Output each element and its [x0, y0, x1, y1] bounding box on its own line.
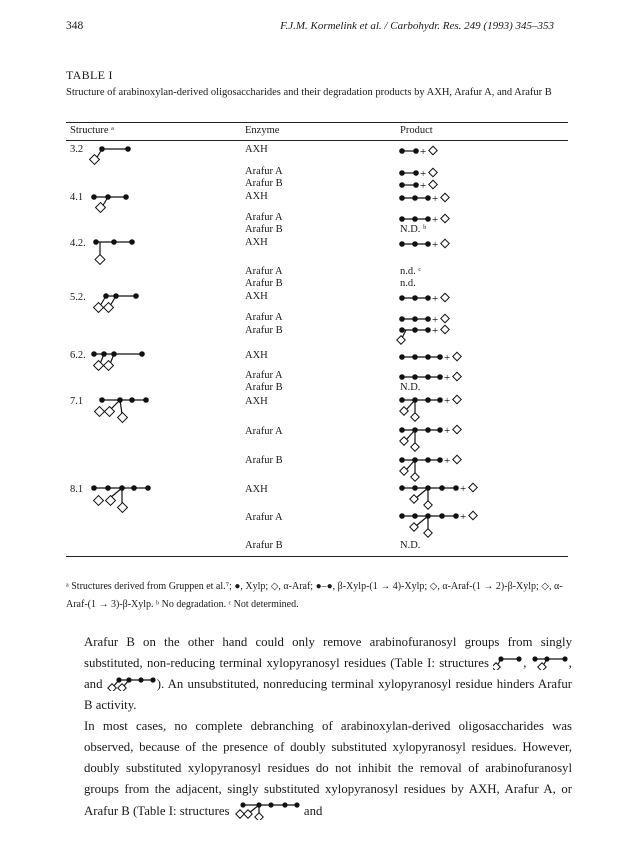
structure-4-2-glyph [92, 236, 152, 268]
svg-text:+: + [460, 511, 467, 523]
product-glyph [398, 454, 470, 484]
structure-label-5-2: 5.2. [70, 292, 86, 303]
enzyme-cell: AXH [245, 144, 268, 155]
product-glyph [398, 424, 470, 454]
enzyme-cell: Arafur B [245, 540, 283, 551]
structure-4-1-glyph [88, 190, 148, 216]
table-header-rule [66, 140, 568, 141]
enzyme-cell: Arafur B [245, 382, 283, 393]
svg-text:+: + [420, 168, 427, 180]
product-glyph [398, 237, 458, 251]
product-glyph [398, 370, 470, 384]
enzyme-cell: Arafur B [245, 178, 283, 189]
paragraph-2-end: and [303, 804, 323, 818]
enzyme-cell: AXH [245, 191, 268, 202]
product-glyph [398, 324, 458, 346]
product-glyph [398, 350, 470, 364]
svg-text:+: + [444, 395, 451, 407]
enzyme-cell: Arafur B [245, 224, 283, 235]
table-footnote: ᵃ Structures derived from Gruppen et al.⁷; ●, Xylp; ◇, α-Araf; ●–●, β-Xylp-(1 → 4)-Xylp; ◇, α-Araf-(1 → 2)-β-Xylp; ◇, α-Araf-(1 → 3)-β-Xylp. ᵇ No degradation. ᶜ Not determined. [66, 581, 563, 610]
col-header-product: Product [400, 125, 433, 136]
structure-6-2-glyph [90, 348, 154, 376]
enzyme-cell: Arafur B [245, 325, 283, 336]
table-label: TABLE I [66, 68, 113, 82]
svg-text:+: + [444, 352, 451, 364]
structure-label-4-1: 4.1 [70, 192, 84, 203]
paragraph-1-part-b: , and [84, 656, 572, 691]
svg-text:+: + [432, 214, 439, 226]
svg-text:+: + [432, 314, 439, 326]
inline-structure-glyph [107, 675, 157, 691]
structure-label-6-2: 6.2. [70, 350, 86, 361]
svg-text:+: + [420, 180, 427, 192]
product-cell: n.d. ᶜ [400, 266, 422, 277]
table-top-rule [66, 122, 568, 123]
enzyme-cell: Arafur A [245, 370, 283, 381]
enzyme-cell: AXH [245, 291, 268, 302]
col-header-enzyme: Enzyme [245, 125, 280, 136]
table-caption: Structure of arabinoxylan-derived oligosaccharides and their degradation products by AXH, Arafur A, and Arafur B [66, 87, 552, 98]
structure-5-2-glyph [92, 290, 152, 318]
svg-text:+: + [460, 483, 467, 495]
running-header: F.J.M. Kormelink et al. / Carbohydr. Res. 249 (1993) 345–353 [280, 20, 554, 32]
product-glyph [398, 510, 484, 542]
structure-8-1-glyph [90, 482, 156, 516]
svg-text:+: + [420, 146, 427, 158]
product-cell: N.D. [400, 382, 421, 393]
page-number: 348 [66, 20, 84, 32]
structure-7-1-glyph [92, 394, 156, 426]
enzyme-cell: Arafur A [245, 426, 283, 437]
product-glyph [398, 212, 458, 226]
product-glyph [398, 394, 470, 424]
structure-label-3-2: 3.2 [70, 144, 84, 155]
paragraph-2 [84, 716, 572, 822]
paragraph-1: Arafur B on the other hand could only remove arabinofuranosyl groups from singly substituted, non-reducing terminal xylopyranosyl residues (Table I: structures , , and ). An unsubstituted, nonreducing terminal xylopyranosyl residue hinders Arafur B activity. [84, 635, 572, 712]
enzyme-cell: Arafur A [245, 212, 283, 223]
table-bottom-rule [66, 556, 568, 557]
enzyme-cell: Arafur B [245, 455, 283, 466]
inline-structure-glyph [493, 654, 523, 670]
enzyme-cell: AXH [245, 350, 268, 361]
enzyme-cell: AXH [245, 396, 268, 407]
inline-structure-glyph [233, 800, 301, 820]
product-glyph [398, 191, 458, 205]
enzyme-cell: Arafur A [245, 266, 283, 277]
enzyme-cell: Arafur A [245, 166, 283, 177]
product-cell: n.d. [400, 278, 416, 289]
svg-text:+: + [432, 193, 439, 205]
enzyme-cell: AXH [245, 484, 268, 495]
paragraph-1-part-a: Arafur B on the other hand could only remove arabinofuranosyl groups from singly substituted, non-reducing terminal xylopyranosyl residues (Table I: structures [84, 635, 572, 670]
svg-text:+: + [432, 293, 439, 305]
svg-text:+: + [444, 372, 451, 384]
svg-text:+: + [444, 455, 451, 467]
enzyme-cell: Arafur B [245, 278, 283, 289]
structure-label-7-1: 7.1 [70, 396, 84, 407]
enzyme-cell: Arafur A [245, 312, 283, 323]
inline-structure-glyph [531, 654, 569, 670]
product-glyph [398, 178, 448, 192]
svg-text:+: + [432, 325, 439, 337]
product-glyph [398, 291, 458, 305]
structure-label-8-1: 8.1 [70, 484, 84, 495]
col-header-structure: Structure ᵃ [70, 125, 114, 136]
enzyme-cell: Arafur A [245, 512, 283, 523]
svg-text:+: + [444, 425, 451, 437]
enzyme-cell: AXH [245, 237, 268, 248]
structure-3-2-glyph [88, 142, 148, 168]
structure-label-4-2: 4.2. [70, 238, 86, 249]
body-text [84, 632, 572, 822]
paragraph-2-text: In most cases, no complete debranching of arabinoxylan-derived oligosaccharides was observed, because of the presence of doubly substituted xylopyranosyl residues. However, doubly substituted xylopyranosyl residues do not inhibit the removal of arabinofuranosyl groups from the adjacent, singly substituted xylopyranosyl residues by AXH, Arafur A, or Arafur B (Table I: structures [84, 719, 572, 818]
svg-text:+: + [432, 239, 439, 251]
product-cell: N.D. [400, 540, 421, 551]
product-cell: N.D. ᵇ [400, 224, 427, 235]
product-glyph [398, 144, 448, 158]
paragraph-1-part-c: ). An unsubstituted, nonreducing terminal xylopyranosyl residue hinders Arafur B activity. [84, 677, 572, 712]
